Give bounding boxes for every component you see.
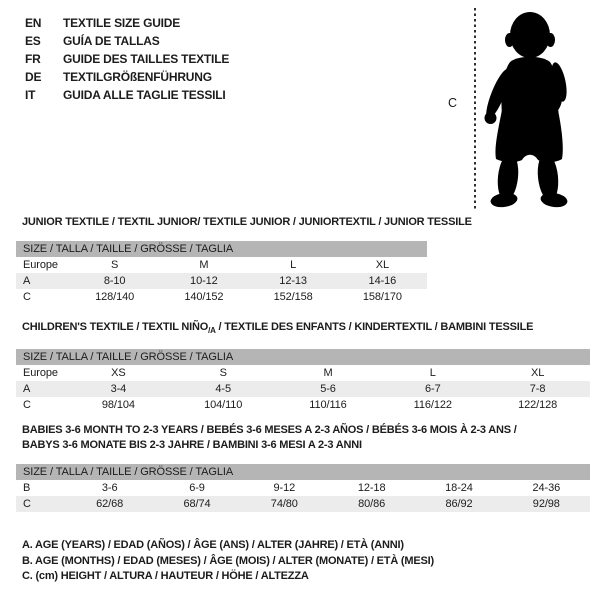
- size-value-cell: S: [111, 259, 119, 271]
- size-value-cell: 24-36: [532, 482, 561, 494]
- title-text: / TEXTILE DES ENFANTS / KINDERTEXTIL / BAMBINI TESSILE: [215, 321, 534, 333]
- language-code: EN: [25, 16, 42, 30]
- table-row: [16, 365, 590, 381]
- row-label-cell: C: [23, 399, 31, 412]
- table-row: [16, 289, 427, 305]
- size-value-cell: 80/86: [358, 498, 386, 510]
- size-value-cell: 8-10: [103, 275, 126, 287]
- section-title-line: [22, 423, 590, 438]
- row-label-cell: B: [23, 482, 31, 494]
- size-value-cell: XL: [530, 367, 545, 380]
- section-title-line: [22, 215, 472, 230]
- language-code: IT: [25, 88, 36, 102]
- size-table: [16, 365, 590, 413]
- baby-figure: [440, 0, 600, 230]
- size-value-cell: M: [323, 367, 333, 380]
- size-value-cell: XS: [111, 367, 126, 380]
- size-value-cell: L: [290, 259, 297, 271]
- title-text: JUNIOR TEXTILE / TEXTIL JUNIOR/ TEXTILE JUNIOR / JUNIORTEXTIL / JUNIOR TESSILE: [22, 216, 472, 228]
- size-value-cell: 62/68: [96, 498, 124, 510]
- language-list: [25, 14, 229, 104]
- size-value-cell: 122/128: [518, 399, 558, 412]
- language-title: GUIDA ALLE TAGLIE TESSILI: [63, 88, 226, 102]
- size-value-cell: 98/104: [101, 399, 135, 412]
- footnote-line: A. AGE (YEARS) / EDAD (AÑOS) / ÂGE (ANS) / ALTER (JAHRE) / ETÀ (ANNI): [22, 539, 404, 551]
- footnote-line: C. (cm) HEIGHT / ALTURA / HAUTEUR / HÖHE / ALTEZZA: [22, 570, 309, 582]
- row-label-cell: C: [23, 498, 31, 510]
- size-value-cell: 128/140: [95, 291, 135, 303]
- size-value-cell: 10-12: [190, 275, 218, 287]
- size-value-cell: 152/158: [273, 291, 313, 303]
- language-title: GUÍA DE TALLAS: [63, 34, 160, 48]
- title-subscript: /A: [208, 326, 216, 336]
- size-table: [16, 257, 427, 305]
- size-header-bar: SIZE / TALLA / TAILLE / GRÖSSE / TAGLIA: [16, 464, 590, 480]
- row-label-cell: A: [23, 275, 31, 287]
- size-value-cell: 4-5: [215, 383, 231, 396]
- language-code: DE: [25, 70, 42, 84]
- size-value-cell: 92/98: [532, 498, 560, 510]
- language-title: TEXTILE SIZE GUIDE: [63, 16, 181, 30]
- height-label-c: C: [448, 96, 457, 110]
- size-value-cell: 18-24: [445, 482, 473, 494]
- table-row: [16, 480, 590, 496]
- section-junior-textile: [16, 215, 472, 305]
- row-label-cell: Europe: [23, 367, 58, 380]
- section-title: [16, 215, 472, 230]
- language-title: TEXTILGRÖßENFÜHRUNG: [63, 70, 212, 84]
- size-value-cell: 74/80: [270, 498, 298, 510]
- size-header-bar: SIZE / TALLA / TAILLE / GRÖSSE / TAGLIA: [16, 349, 590, 365]
- section-title: [16, 320, 590, 338]
- baby-silhouette-icon: [484, 10, 574, 210]
- height-dashed-line: [474, 8, 476, 209]
- footnote-line: B. AGE (MONTHS) / EDAD (MESES) / ÂGE (MOIS) / ALTER (MONATE) / ETÀ (MESI): [22, 554, 434, 567]
- section-babies-textile: [16, 423, 590, 512]
- size-value-cell: 110/116: [309, 399, 347, 412]
- size-table: [16, 480, 590, 512]
- table-row: [16, 397, 590, 413]
- size-value-cell: 7-8: [529, 383, 546, 396]
- row-label-cell: Europe: [23, 259, 58, 271]
- size-value-cell: 12-18: [357, 482, 386, 494]
- section-title-line: [22, 438, 590, 453]
- table-row: [16, 273, 427, 289]
- language-row: [25, 14, 229, 32]
- table-row: [16, 381, 590, 397]
- language-code: ES: [25, 34, 41, 48]
- size-value-cell: 86/92: [445, 498, 473, 510]
- size-value-cell: 158/170: [362, 291, 402, 303]
- size-value-cell: 68/74: [183, 498, 211, 510]
- size-value-cell: 9-12: [273, 482, 296, 494]
- size-header-bar: SIZE / TALLA / TAILLE / GRÖSSE / TAGLIA: [16, 241, 427, 257]
- language-row: [25, 86, 229, 104]
- table-row: [16, 496, 590, 512]
- size-value-cell: L: [429, 367, 436, 380]
- size-value-cell: 3-4: [110, 383, 127, 396]
- footnotes: [22, 538, 434, 585]
- title-text: BABIES 3-6 MONTH TO 2-3 YEARS / BEBÉS 3-6 MESES A 2-3 AÑOS / BÉBÉS 3-6 MOIS À 2-3 ANS /: [22, 424, 517, 436]
- language-title: GUIDE DES TAILLES TEXTILE: [63, 52, 230, 66]
- size-value-cell: 12-13: [279, 275, 307, 287]
- language-code: FR: [25, 52, 41, 66]
- language-row: [25, 50, 229, 68]
- size-value-cell: 6-7: [424, 383, 441, 396]
- title-text: CHILDREN'S TEXTILE / TEXTIL NIÑO: [22, 321, 209, 333]
- row-label-cell: C: [23, 291, 31, 303]
- table-row: [16, 257, 427, 273]
- size-value-cell: S: [219, 367, 227, 380]
- size-value-cell: M: [199, 259, 209, 271]
- size-value-cell: 14-16: [368, 275, 397, 287]
- section-title: [16, 423, 590, 453]
- language-row: [25, 68, 229, 86]
- size-value-cell: 116/122: [413, 399, 452, 412]
- size-value-cell: 3-6: [101, 482, 118, 494]
- size-value-cell: 104/110: [204, 399, 243, 412]
- section-title-line: [22, 320, 590, 338]
- size-value-cell: XL: [375, 259, 389, 271]
- size-value-cell: 5-6: [320, 383, 336, 396]
- title-text: BABYS 3-6 MONATE BIS 2-3 JAHRE / BAMBINI 3-6 MESI A 2-3 ANNI: [22, 439, 362, 451]
- size-value-cell: 6-9: [189, 482, 205, 494]
- language-row: [25, 32, 229, 50]
- row-label-cell: A: [23, 383, 31, 396]
- size-value-cell: 140/152: [184, 291, 224, 303]
- section-childrens-textile: [16, 320, 590, 413]
